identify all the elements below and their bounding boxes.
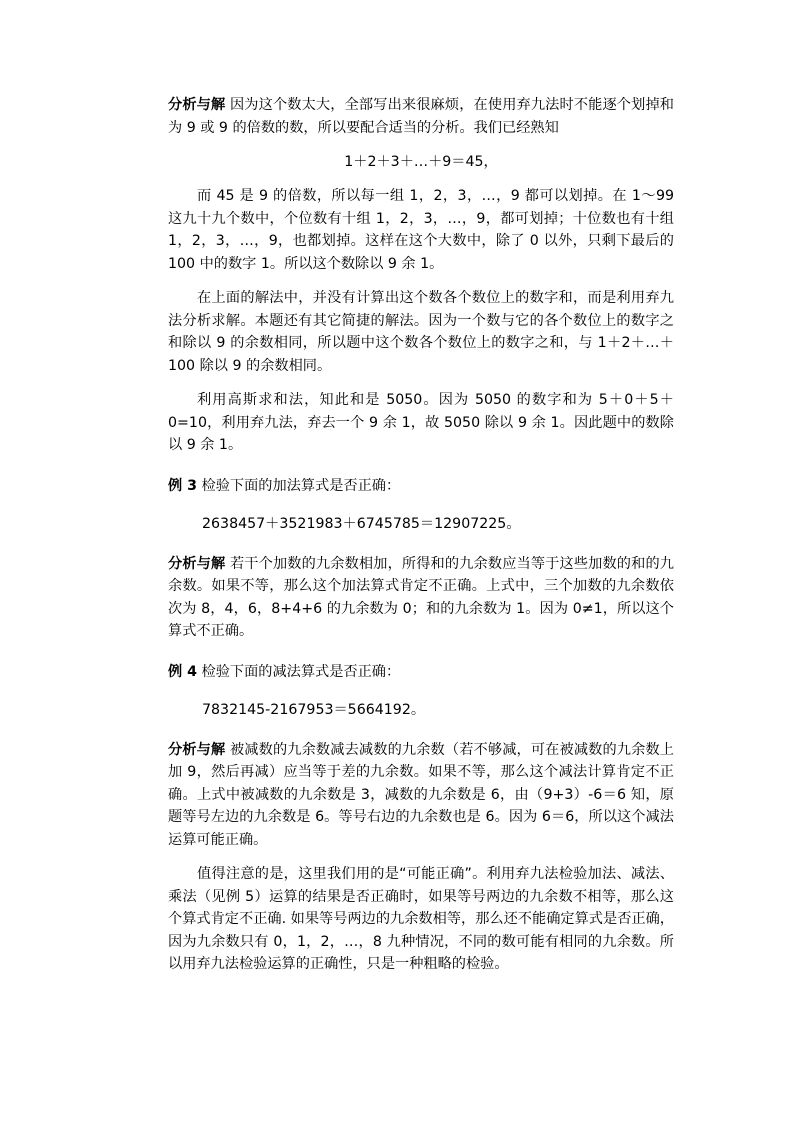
paragraph-4: 利用高斯求和法，知此和是 5050。因为 5050 的数字和为 5＋0＋5＋0=10，利用弃九法，弃去一个 9 余 1，故 5050 除以 9 余 1。因此题中的数除以 9 余 1。 bbox=[168, 392, 674, 453]
paragraph-3: 在上面的解法中，并没有计算出这个数各个数位上的数字和，而是利用弃九法分析求解。本题还有其它简捷的解法。因为一个数与它的各个数位上的数字之和除以 9 的余数相同，所以题中这个数各个数位上的数字之和，与 1＋2＋…＋100 除以 9 的余数相同。 bbox=[168, 290, 674, 374]
example-3-text: 检验下面的加法算式是否正确： bbox=[197, 477, 401, 494]
example-3-label: 例 3 bbox=[168, 477, 197, 494]
example-4-heading bbox=[168, 661, 674, 683]
analysis-text: 被减数的九余数减去减数的九余数（若不够减，可在被减数的九余数上加 9，然后再减）应当等于差的九余数。如果不等，那么这个减法计算肯定不正确。上式中被减数的九余数是 3，减数的九余数是 6，由（9+3）-6＝6 知，原题等号左边的九余数是 6。等号右边的九余数也是 6。因为 6＝6，所以这个减法运算可能正确。 bbox=[168, 741, 674, 848]
analysis-paragraph-1 bbox=[168, 94, 674, 139]
analysis-paragraph-6 bbox=[168, 739, 674, 852]
analysis-label: 分析与解 bbox=[168, 555, 226, 572]
analysis-label: 分析与解 bbox=[168, 97, 226, 113]
example-3-heading bbox=[168, 475, 674, 497]
example-3-equation: 2638457＋3521983＋6745785＝12907225。 bbox=[202, 515, 521, 532]
example-4-label: 例 4 bbox=[168, 663, 197, 680]
paragraph-7: 值得注意的是，这里我们用的是“可能正确”。利用弃九法检验加法、减法、乘法（见例 5）运算的结果是否正确时，如果等号两边的九余数不相等，那么这个算式肯定不正确. 如果等号两边的九余数相等，那么还不能确定算式是否正确，因为九余数只有 0，1，2，…，8 九种情况，不同的数可能有相同的九余数。所以用弃九法检验运算的正确性，只是一种粗略的检验。 bbox=[168, 866, 674, 972]
document-page bbox=[168, 94, 674, 988]
analysis-label: 分析与解 bbox=[168, 741, 226, 758]
analysis-text: 若干个加数的九余数相加，所得和的九余数应当等于这些加数的和的九余数。如果不等，那么这个加法算式肯定不正确。上式中，三个加数的九余数依次为 8，4，6，8+4+6 的九余数为 0；和的九余数为 1。因为 0≠1，所以这个算式不正确。 bbox=[168, 555, 674, 639]
example-4-text: 检验下面的减法算式是否正确： bbox=[197, 663, 401, 680]
analysis-paragraph-5 bbox=[168, 553, 674, 643]
paragraph-2: 而 45 是 9 的倍数，所以每一组 1，2，3，…，9 都可以划掉。在 1～99 这九十九个数中，个位数有十组 1，2，3，…，9，都可划掉；十位数也有十组 1，2，3，…，9，也都划掉。这样在这个大数中，除了 0 以外，只剩下最后的 100 中的数字 1。所以这个数除以 9 余 1。 bbox=[168, 188, 674, 272]
example-4-equation: 7832145-2167953＝5664192。 bbox=[202, 701, 426, 718]
formula-sum: 1＋2＋3＋…＋9＝45， bbox=[344, 154, 498, 170]
analysis-text: 因为这个数太大，全部写出来很麻烦，在使用弃九法时不能逐个划掉和为 9 或 9 的倍数的数，所以要配合适当的分析。我们已经熟知 bbox=[168, 97, 674, 136]
